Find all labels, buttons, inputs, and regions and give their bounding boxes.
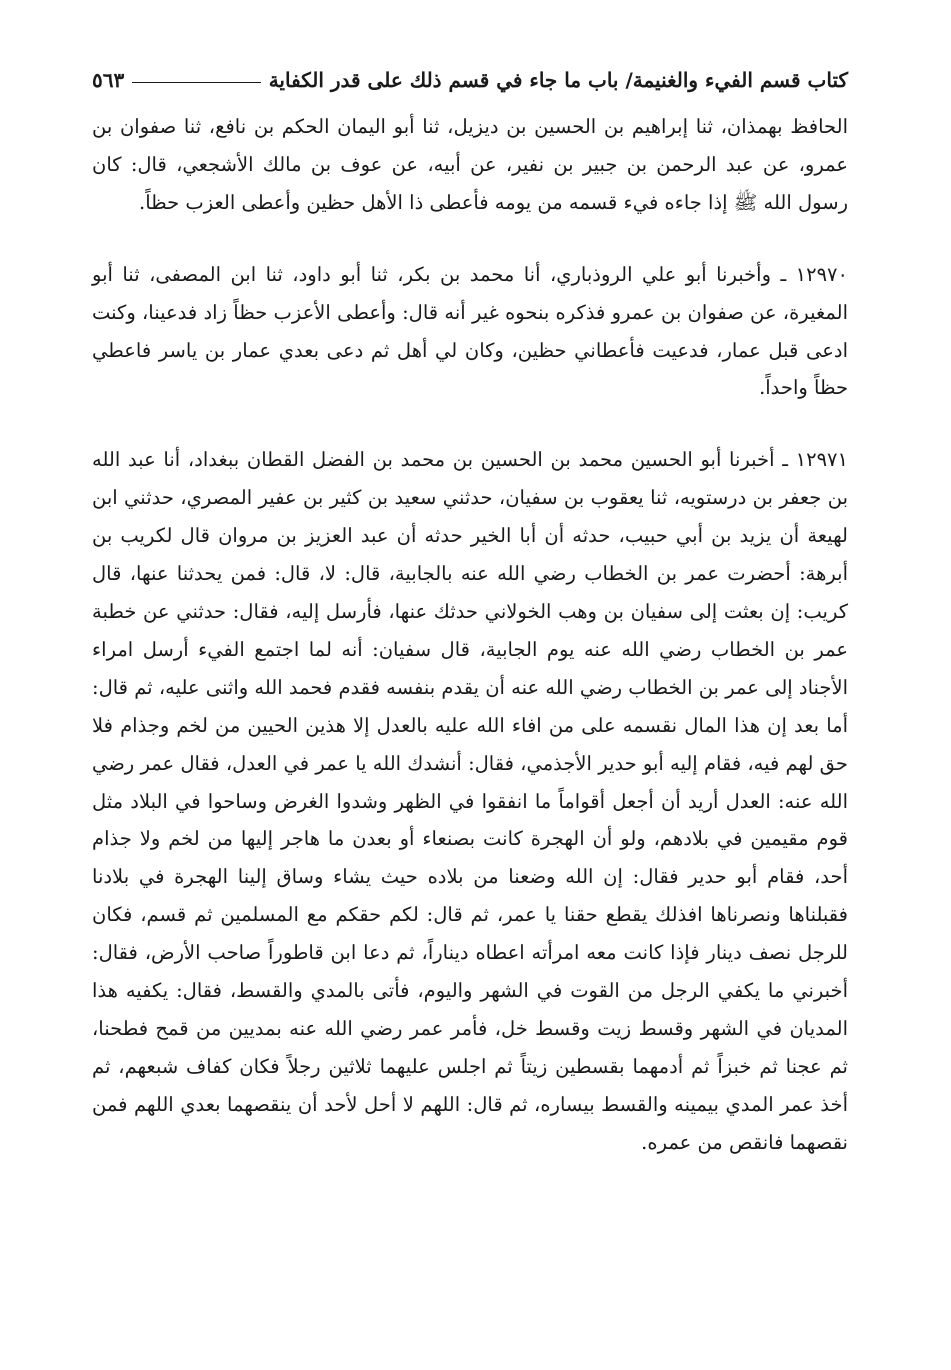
running-header [92,60,848,100]
chapter-title: كتاب قسم الفيء والغنيمة/ باب ما جاء في قسم ذلك على قدر الكفاية [268,68,848,92]
paragraph-text: ـ أخبرنا أبو الحسين محمد بن الحسين بن محمد بن الفضل القطان ببغداد، أنا عبد الله بن جعفر بن درستويه، ثنا يعقوب بن سفيان، حدثني سعيد بن كثير بن عفير المصري، حدثني ابن لهيعة أن يزيد بن أبي حبيب، حدثه أن أبا الخير حدثه أن عبد العزيز بن مروان قال لكريب بن أبرهة: أحضرت عمر بن الخطاب رضي الله عنه بالجابية، قال: لا، قال: فمن يحدثنا عنها، قال كريب: إن بعثت إلى سفيان بن وهب الخولاني حدثك عنها، فأرسل إليه، فقال: حدثني عن خطبة عمر بن الخطاب رضي الله عنه يوم الجابية، قال سفيان: أنه لما اجتمع الفيء أرسل امراء الأجناد إلى عمر بن الخطاب رضي الله عنه أن يقدم بنفسه فقدم فحمد الله واثنى عليه، ثم قال: أما بعد إن هذا المال نقسمه على من افاء الله عليه بالعدل إلا هذين الحيين من لخم وجذام فلا حق لهم فيه، فقام إليه أبو حدير الأجذمي، فقال: أنشدك الله يا عمر في العدل، فقال عمر رضي الله عنه: العدل أريد أن أجعل أقواماً ما انفقوا في الظهر وشدوا الغرض وساحوا في البلاد مثل قوم مقيمين في بلادهم، ولو أن الهجرة كانت بصنعاء أو بعدن ما هاجر إليها من لخم ولا جذام أحد، فقام أبو حدير فقال: إن الله وضعنا من بلاده حيث يشاء وساق إلينا الهجرة في بلادنا فقبلناها ونصرناها افذلك يقطع حقنا يا عمر، ثم قال: لكم حقكم مع المسلمين ثم قسم، فكان للرجل نصف دينار فإذا كانت معه امرأته اعطاه ديناراً، ثم دعا ابن قاطوراً صاحب الأرض، فقال: أخبرني ما يكفي الرجل من القوت في الشهر واليوم، فأتى بالمدي والقسط، فقال: يكفيه هذا المديان في الشهر وقسط زيت وقسط خل، فأمر عمر رضي الله عنه بمديين من قمح فطحنا، ثم عجنا ثم خبزاً ثم أدمهما بقسطين زيتاً ثم اجلس عليهما ثلاثين رجلاً فكان كفاف شبعهم، ثم أخذ عمر المدي بيمينه والقسط بيساره، ثم قال: اللهم لا أحل لأحد أن ينقصهما بعدي اللهم فمن نقصهما فانقص من عمره. [92,448,848,1154]
header-rule [132,82,260,83]
hadith-paragraph [92,441,848,1161]
document-page [92,60,848,1162]
paragraph-text: الحافظ بهمذان، ثنا إبراهيم بن الحسين بن ديزيل، ثنا أبو اليمان الحكم بن نافع، ثنا صفوان بن عمرو، عن عبد الرحمن بن جبير بن نفير، عن أبيه، عن عوف بن مالك الأشجعي، قال: كان رسول الله ﷺ إذا جاءه فيء قسمه من يومه فأعطى ذا الأهل حظين وأعطى العزب حظاً. [92,115,848,214]
body-text [92,108,848,1162]
hadith-paragraph [92,256,848,408]
paragraph-continuation [92,108,848,222]
page-number: ٥٦٣ [92,68,125,92]
hadith-number: ١٢٩٧١ [795,448,848,472]
paragraph-text: ـ وأخبرنا أبو علي الروذباري، أنا محمد بن بكر، ثنا أبو داود، ثنا ابن المصفى، ثنا أبو المغيرة، عن صفوان بن عمرو فذكره بنحوه غير أنه قال: وأعطى الأعزب حظاً زاد فدعينا، وكنت ادعى قبل عمار، فدعيت فأعطاني حظين، وكان لي أهل ثم دعى بعدي عمار بن ياسر فاعطي حظاً واحداً. [92,262,848,400]
hadith-number: ١٢٩٧٠ [795,262,848,286]
